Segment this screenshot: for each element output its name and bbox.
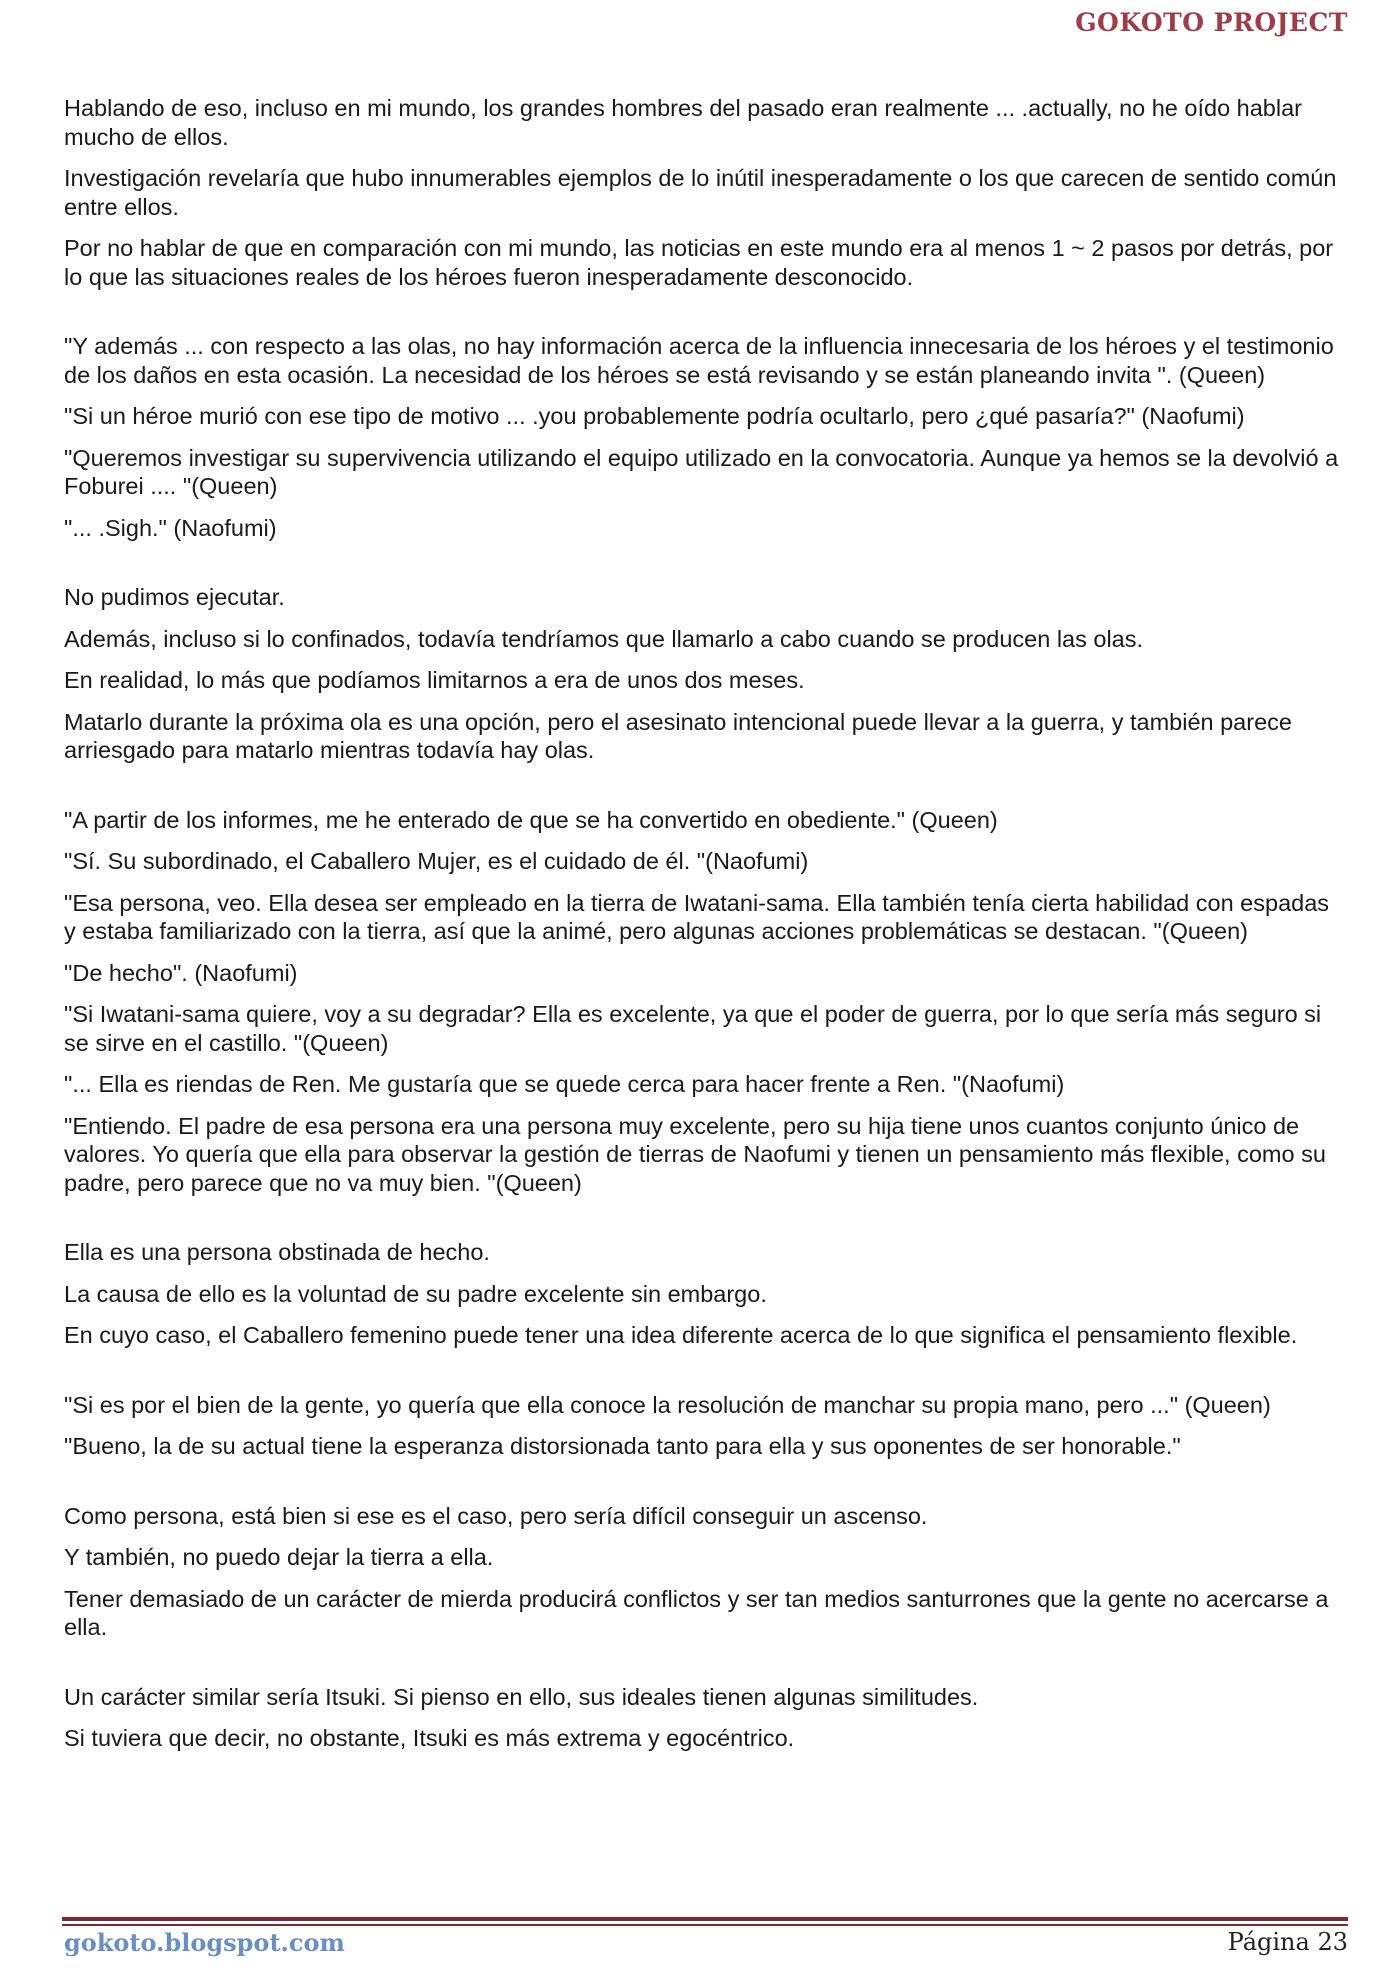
header-brand: GOKOTO PROJECT [1075,8,1348,37]
footer-divider-thin [62,1924,1348,1926]
footer-divider [62,1917,1348,1926]
paragraph: "... Ella es riendas de Ren. Me gustaría que se quede cerca para hacer frente a Ren. "(Naofumi) [64,1071,1065,1097]
footer-divider-thick [62,1917,1348,1921]
paragraph: En cuyo caso, el Caballero femenino puede tener una idea diferente acerca de lo que significa el pensamiento flexible. [64,1322,1298,1348]
paragraph: Un carácter similar sería Itsuki. Si pienso en ello, sus ideales tienen algunas similitudes. [64,1683,979,1710]
paragraph: Matarlo durante la próxima ola es una opción, pero el asesinato intencional puede llevar a la guerra, y también parece arriesgado para matarlo mientras todavía hay olas. [64,708,1292,763]
paragraph: La causa de ello es la voluntad de su padre excelente sin embargo. [64,1280,767,1307]
page-number: Página 23 [1227,1928,1348,1956]
paragraph: Además, incluso si lo confinados, todavía tendríamos que llamarlo a cabo cuando se producen las olas. [64,625,1144,652]
paragraph: "Entiendo. El padre de esa persona era una persona muy excelente, pero su hija tiene unos cuantos conjunto único de valores. Yo quería que ella para observar la gestión de tierras de Naofumi y tienen un pensamiento más flexible, como su padre, pero parece que no va muy bien. "(Queen) [64,1112,1326,1196]
paragraph: Ella es una persona obstinada de hecho. [64,1239,490,1265]
paragraph: Y también, no puedo dejar la tierra a ella. [64,1544,494,1570]
paragraph: "De hecho". (Naofumi) [64,959,298,986]
paragraph: "A partir de los informes, me he enterado de que se ha convertido en obediente." (Queen) [64,806,998,833]
document-body [64,94,1344,1766]
footer-site-link[interactable]: gokoto.blogspot.com [64,1928,345,1957]
paragraph: Como persona, está bien si ese es el caso, pero sería difícil conseguir un ascenso. [64,1502,928,1529]
paragraph: Investigación revelaría que hubo innumerables ejemplos de lo inútil inesperadamente o los que carecen de sentido común entre ellos. [64,165,1337,220]
paragraph: "Si es por el bien de la gente, yo quería que ella conoce la resolución de manchar su propia mano, pero ..." (Queen) [64,1391,1271,1418]
paragraph: Si tuviera que decir, no obstante, Itsuki es más extrema y egocéntrico. [64,1725,795,1751]
paragraph: "Sí. Su subordinado, el Caballero Mujer, es el cuidado de él. "(Naofumi) [64,848,809,874]
paragraph: "Y además ... con respecto a las olas, no hay información acerca de la influencia innecesaria de los héroes y el testimonio de los daños en esta ocasión. La necesidad de los héroes se está revisando y se están planeando invita ". (Queen) [64,333,1334,388]
paragraph: En realidad, lo más que podíamos limitarnos a era de unos dos meses. [64,667,805,693]
paragraph: "Si un héroe murió con ese tipo de motivo ... .you probablemente podría ocultarlo, pero ¿qué pasaría?" (Naofumi) [64,403,1245,429]
paragraph: "Bueno, la de su actual tiene la esperanza distorsionada tanto para ella y sus oponentes de ser honorable." [64,1433,1181,1459]
paragraph: Por no hablar de que en comparación con mi mundo, las noticias en este mundo era al menos 1 ~ 2 pasos por detrás, por lo que las situaciones reales de los héroes fueron inesperadamente desconocido. [64,235,1334,290]
paragraph: No pudimos ejecutar. [64,584,285,610]
paragraph: Tener demasiado de un carácter de mierda producirá conflictos y ser tan medios santurrones que la gente no acercarse a ella. [64,1585,1329,1640]
paragraph: "... .Sigh." (Naofumi) [64,514,277,541]
paragraph: "Queremos investigar su supervivencia utilizando el equipo utilizado en la convocatoria. Aunque ya hemos se la devolvió a Foburei .... "(Queen) [64,444,1339,499]
paragraph: Hablando de eso, incluso en mi mundo, los grandes hombres del pasado eran realmente ... .actually, no he oído hablar mucho de ellos. [64,95,1302,150]
paragraph: "Si Iwatani-sama quiere, voy a su degradar? Ella es excelente, ya que el poder de guerra, por lo que sería más seguro si se sirve en el castillo. "(Queen) [64,1001,1322,1056]
paragraph: "Esa persona, veo. Ella desea ser empleado en la tierra de Iwatani-sama. Ella también tenía cierta habilidad con espadas y estaba familiarizado con la tierra, así que la animé, pero algunas acciones problemáticas se destacan. "(Queen) [64,889,1330,944]
